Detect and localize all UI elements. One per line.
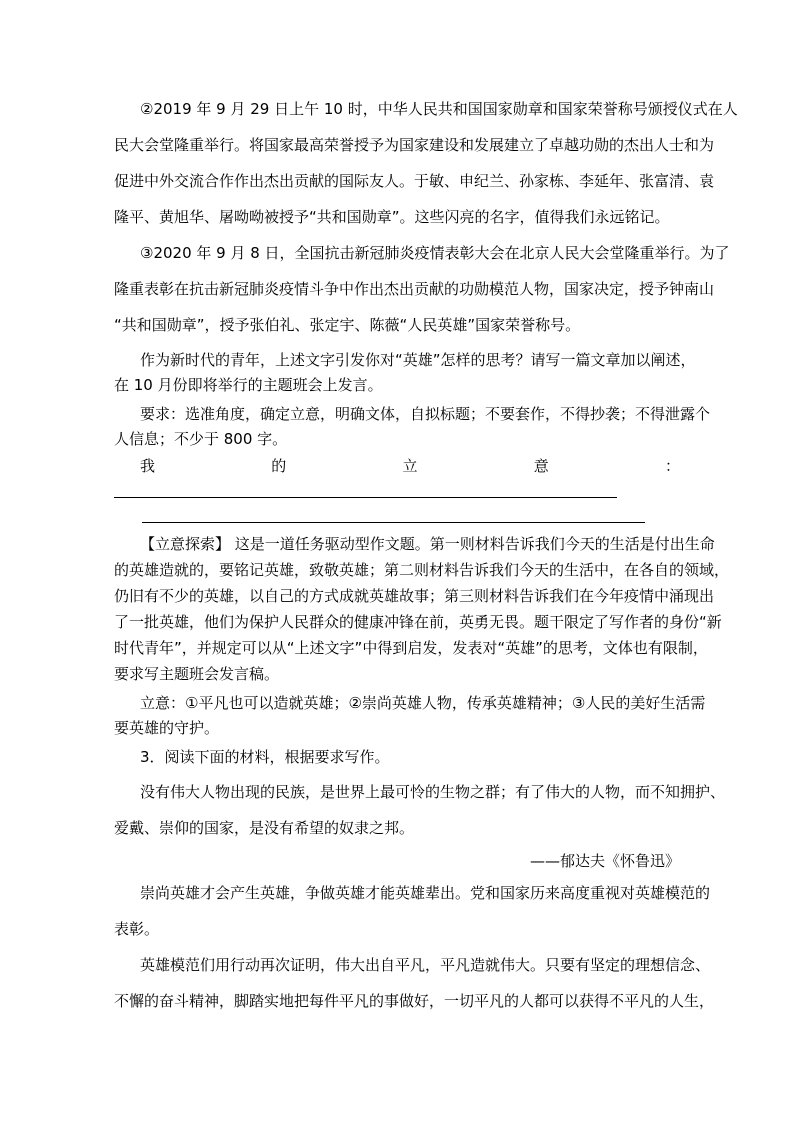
lizhi-line-2: 要英雄的守护。 [114,719,220,737]
paragraph-3-line-1: ③2020 年 9 月 8 日，全国抗击新冠肺炎疫情表彰大会在北京人民大会堂隆重举行。为了 [140,244,730,262]
lizhi-line-1: 立意：①平凡也可以造就英雄；②崇尚英雄人物，传承英雄精神；③人民的美好生活需 [140,694,706,712]
quote-source: ——郁达夫《怀鲁迅》 [529,852,680,870]
paragraph-2-line-1: ②2019 年 9 月 29 日上午 10 时，中华人民共和国国家勋章和国家荣誉称号颁授仪式在人 [140,100,738,118]
material-2-line-2: 不懈的奋斗精神，脚踏实地把每件平凡的事做好，一切平凡的人都可以获得不平凡的人生， [114,992,715,1010]
my-idea-char-5: ： [664,457,680,475]
explore-line-1: 【立意探索】 这是一道任务驱动型作文题。第一则材料告诉我们今天的生活是付出生命 [140,535,715,553]
paragraph-3-line-2: 隆重表彰在抗击新冠肺炎疫情斗争中作出杰出贡献的功勋模范人物，国家决定，授予钟南山 [114,280,715,298]
question-3-heading: 3．阅读下面的材料，根据要求写作。 [140,748,390,766]
task-line-1: 作为新时代的青年，上述文字引发你对“英雄”怎样的思考？请写一篇文章加以阐述， [140,351,696,369]
paragraph-2-line-3: 促进中外交流合作作出杰出贡献的国际友人。于敏、申纪兰、孙家栋、李延年、张富清、袁 [114,172,715,190]
my-idea-char-4: 意 [533,457,549,475]
task-line-2: 在 10 月份即将举行的主题班会上发言。 [114,376,383,394]
explore-line-2: 的英雄造就的，要铭记英雄，致敬英雄；第二则材料告诉我们今天的生活中，在各自的领域， [114,561,730,579]
quote-line-1: 没有伟大人物出现的民族，是世界上最可怜的生物之群；有了伟大的人物，而不知拥护、 [140,783,726,801]
material-2-line-1: 英雄模范们用行动再次证明，伟大出自平凡，平凡造就伟大。只要有坚定的理想信念、 [140,956,711,974]
explore-line-6: 要求写主题班会发言稿。 [114,665,280,683]
paragraph-2-line-4: 隆平、黄旭华、屠呦呦被授予“共和国勋章”。这些闪亮的名字，值得我们永远铭记。 [114,208,670,226]
my-idea-char-3: 立 [402,457,418,475]
paragraph-2-line-2: 民大会堂隆重举行。将国家最高荣誉授予为国家建设和发展建立了卓越功勋的杰出人士和为 [114,136,715,154]
answer-line-1 [114,497,617,498]
explore-line-4: 了一批英雄，他们为保护人民群众的健康冲锋在前，英勇无畏。题干限定了写作者的身份“新 [114,613,722,631]
paragraph-3-line-3: “共和国勋章”，授予张伯礼、张定宇、陈薇“人民英雄”国家荣誉称号。 [114,316,581,334]
explore-line-5: 时代青年”，并规定可以从“上述文字”中得到启发，发表对“英雄”的思考，文体也有限制， [114,639,708,657]
my-idea-label [140,455,680,477]
quote-line-2: 爱戴、崇仰的国家，是没有希望的奴隶之邦。 [114,819,415,837]
material-1-line-2: 表彰。 [114,920,160,938]
explore-line-3: 仍旧有不少的英雄，以自己的方式成就英雄故事；第三则材料告诉我们在今年疫情中涌现出 [114,587,715,605]
answer-line-2 [142,522,645,523]
requirement-line-2: 人信息；不少于 800 字。 [114,430,288,448]
requirement-line-1: 要求：选准角度，确定立意，明确文体，自拟标题；不要套作，不得抄袭；不得泄露个 [140,405,711,423]
my-idea-char-1: 我 [140,457,156,475]
my-idea-char-2: 的 [271,457,287,475]
material-1-line-1: 崇尚英雄才会产生英雄，争做英雄才能英雄辈出。党和国家历来高度重视对英雄模范的 [140,884,711,902]
